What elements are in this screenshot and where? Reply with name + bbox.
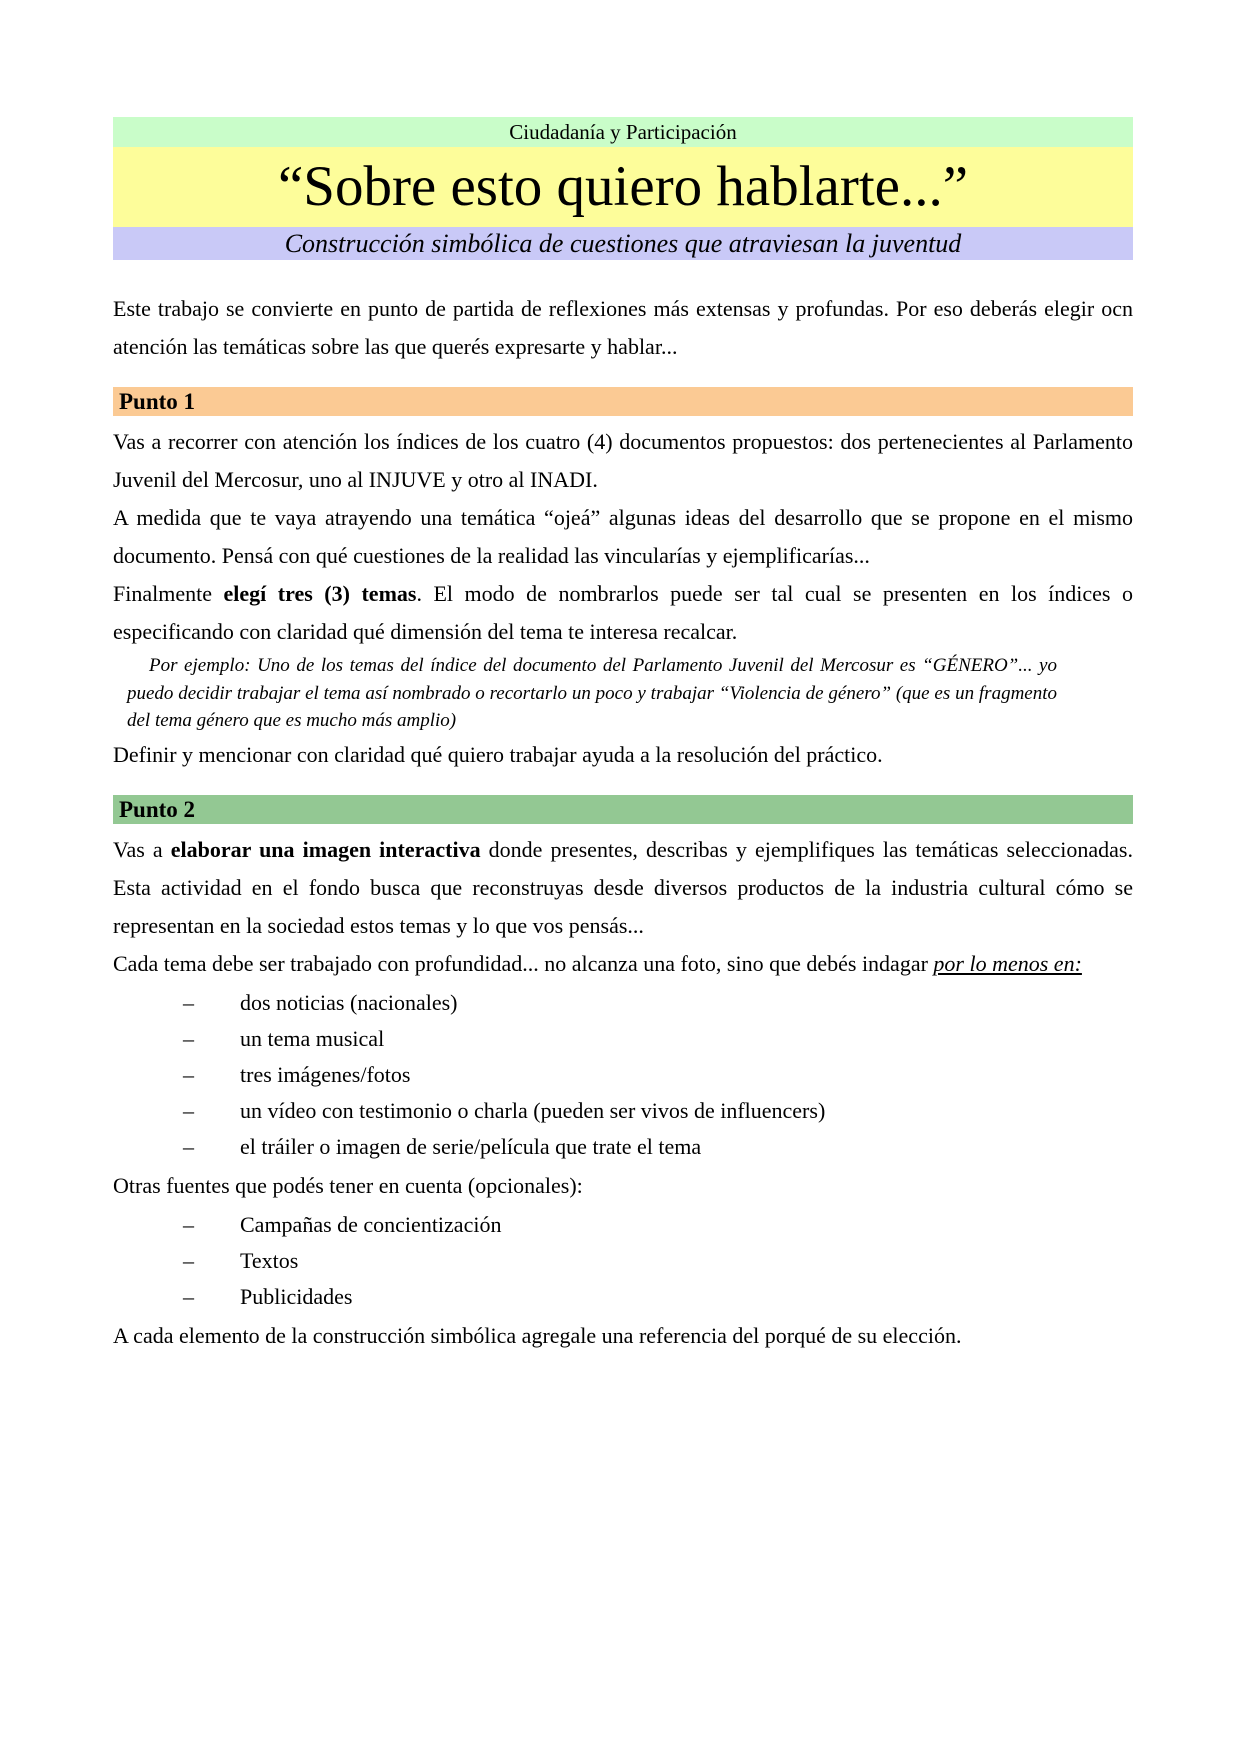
dash-bullet: –: [183, 1211, 194, 1237]
punto-1-paragraph-4: Definir y mencionar con claridad qué quiero trabajar ayuda a la resolución del práctico.: [113, 741, 883, 767]
dash-bullet: –: [183, 1025, 194, 1051]
dash-bullet: –: [183, 1283, 194, 1309]
list-item: [183, 1207, 1133, 1243]
list-item-label: Campañas de concientización: [240, 1211, 502, 1237]
example-paragraph: Por ejemplo: Uno de los temas del índice del documento del Parlamento Juvenil del Mercosur es “GÉNERO”... yo puedo decidir trabajar el tema así nombrado o recortarlo un poco y trabajar “Violencia de género” (que es un fragmento del tema género que es mucho más amplio): [127, 655, 1057, 731]
punto-2-paragraph-2: [113, 945, 1133, 983]
list-item: [183, 1057, 1133, 1093]
punto-1-paragraph-3: [113, 575, 1133, 651]
section-punto-2: [113, 795, 1133, 1355]
underlined-phrase: por lo menos en:: [933, 950, 1082, 976]
text-segment: Cada tema debe ser trabajado con profundidad... no alcanza una foto, sino que debés indagar: [113, 950, 934, 976]
section-punto-1: [113, 387, 1133, 774]
list-item-label: un tema musical: [240, 1025, 385, 1051]
document-header: [113, 117, 1133, 260]
bold-phrase: elegí tres (3) temas: [223, 581, 417, 606]
document-content: [113, 117, 1133, 1355]
list-item: [183, 1021, 1133, 1057]
list-item: [183, 1093, 1133, 1129]
list-item: [183, 1279, 1133, 1315]
dash-bullet: –: [183, 1061, 194, 1087]
list-item-label: el tráiler o imagen de serie/película que trate el tema: [240, 1133, 702, 1159]
text-segment: . El modo de nombrarlos puede ser tal cual se presenten en los índices o especificando con claridad qué dimensión del tema te interesa recalcar.: [113, 581, 1133, 644]
list-item-label: dos noticias (nacionales): [240, 989, 458, 1015]
punto-2-heading: Punto 2: [113, 795, 1133, 824]
dash-bullet: –: [183, 989, 194, 1015]
list-item-label: Publicidades: [240, 1283, 353, 1309]
list-item-label: Textos: [240, 1247, 299, 1273]
punto-2-paragraph-1: [113, 831, 1133, 945]
document-title: “Sobre esto quiero hablarte...”: [113, 147, 1133, 227]
intro-paragraph: Este trabajo se convierte en punto de partida de reflexiones más extensas y profundas. Por eso deberás elegir ocn atención las temáticas sobre las que querés expresarte y hablar...: [113, 296, 1133, 359]
optional-sources-list: [183, 1207, 1133, 1315]
required-sources-list: [183, 985, 1133, 1165]
list-item-label: un vídeo con testimonio o charla (pueden ser vivos de influencers): [240, 1097, 826, 1123]
text-segment: Vas a: [113, 836, 171, 862]
dash-bullet: –: [183, 1247, 194, 1273]
punto-1-paragraph-1: Vas a recorrer con atención los índices de los cuatro (4) documentos propuestos: dos pertenecientes al Parlamento Juvenil del Mercosur, uno al INJUVE y otro al INADI.: [113, 429, 1133, 492]
text-segment: donde presentes, describas y ejemplifiques las temáticas seleccionadas. Esta actividad en el fondo busca que reconstruyas desde diversos productos de la industria cultural cómo se representan en la sociedad estos temas y lo que vos pensás...: [113, 836, 1133, 938]
list-item: [183, 1129, 1133, 1165]
punto-1-heading: Punto 1: [113, 387, 1133, 416]
course-banner: Ciudadanía y Participación: [113, 117, 1133, 147]
optional-sources-intro: Otras fuentes que podés tener en cuenta (opcionales):: [113, 1172, 583, 1198]
list-item-label: tres imágenes/fotos: [240, 1061, 411, 1087]
list-item: [183, 985, 1133, 1021]
document-subtitle: Construcción simbólica de cuestiones que atraviesan la juventud: [113, 227, 1133, 260]
text-segment: Finalmente: [113, 581, 224, 606]
closing-paragraph: A cada elemento de la construcción simbólica agregale una referencia del porqué de su elección.: [113, 1322, 962, 1348]
dash-bullet: –: [183, 1133, 194, 1159]
list-item: [183, 1243, 1133, 1279]
bold-phrase: elaborar una imagen interactiva: [170, 836, 481, 862]
dash-bullet: –: [183, 1097, 194, 1123]
punto-1-paragraph-2: A medida que te vaya atrayendo una temática “ojeá” algunas ideas del desarrollo que se propone en el mismo documento. Pensá con qué cuestiones de la realidad las vincularías y ejemplificarías...: [113, 505, 1133, 568]
